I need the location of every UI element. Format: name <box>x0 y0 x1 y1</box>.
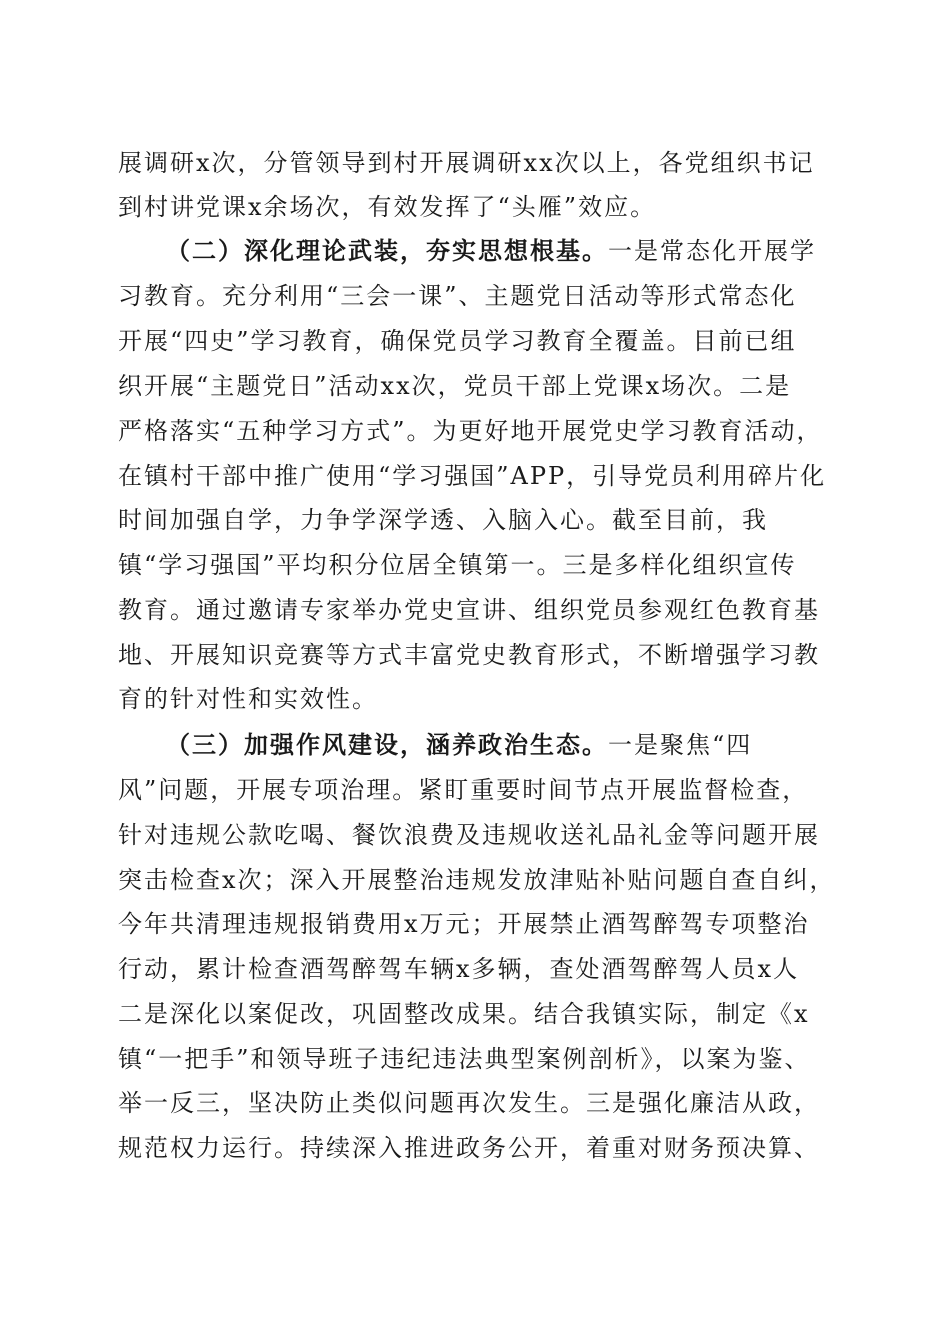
section-2-paragraph <box>166 231 848 271</box>
text-line: 风”问题，开展专项治理。紧盯重要时间节点开展监督检查， <box>118 776 809 804</box>
text-line: 展调研x次，分管领导到村开展调研xx次以上，各党组织书记 <box>118 149 815 177</box>
text-line: 一是常态化开展学 <box>608 237 816 265</box>
text-line: 时间加强自学，力争学深学透、入脑入心。截至目前，我 <box>118 506 768 534</box>
text-line: 行动，累计检查酒驾醉驾车辆x多辆，查处酒驾醉驾人员x人 <box>118 955 800 983</box>
text-line: 教育。通过邀请专家举办党史宣讲、组织党员参观红色教育基 <box>118 596 820 624</box>
text-line: 织开展“主题党日”活动xx次，党员干部上党课x场次。二是 <box>118 372 792 400</box>
text-line: 镇“一把手”和领导班子违纪违法典型案例剖析》，以案为鉴、 <box>118 1045 811 1073</box>
section-3-paragraph <box>166 725 848 765</box>
text-line: 规范权力运行。持续深入推进政务公开，着重对财务预决算、 <box>118 1134 820 1162</box>
text-line: 针对违规公款吃喝、餐饮浪费及违规收送礼品礼金等问题开展 <box>118 821 820 849</box>
text-line: 举一反三，坚决防止类似问题再次发生。三是强化廉洁从政， <box>118 1089 820 1117</box>
text-line: 开展“四史”学习教育，确保党员学习教育全覆盖。目前已组 <box>118 327 797 355</box>
text-line: 在镇村干部中推广使用“学习强国”APP，引导党员利用碎片化 <box>118 462 827 490</box>
text-line: 育的针对性和实效性。 <box>118 685 378 713</box>
text-line: 到村讲党课x余场次，有效发挥了“头雁”效应。 <box>118 193 657 221</box>
text-line: 今年共清理违规报销费用x万元；开展禁止酒驾醉驾专项整治 <box>118 910 810 938</box>
text-line: 镇“学习强国”平均积分位居全镇第一。三是多样化组织宣传 <box>118 551 797 579</box>
text-line: 突击检查x次；深入开展整治违规发放津贴补贴问题自查自纠， <box>118 866 836 894</box>
text-line: 地、开展知识竞赛等方式丰富党史教育形式，不断增强学习教 <box>118 641 820 669</box>
section-3-heading: （三）加强作风建设，涵养政治生态。 <box>166 730 608 759</box>
text-line: 一是聚焦“四 <box>608 731 753 759</box>
section-2-heading: （二）深化理论武装，夯实思想根基。 <box>166 236 608 265</box>
text-line: 严格落实“五种学习方式”。为更好地开展党史学习教育活动， <box>118 417 823 445</box>
text-line: 二是深化以案促改，巩固整改成果。结合我镇实际，制定《x <box>118 1000 810 1028</box>
text-line: 习教育。充分利用“三会一课”、主题党日活动等形式常态化 <box>118 282 797 310</box>
